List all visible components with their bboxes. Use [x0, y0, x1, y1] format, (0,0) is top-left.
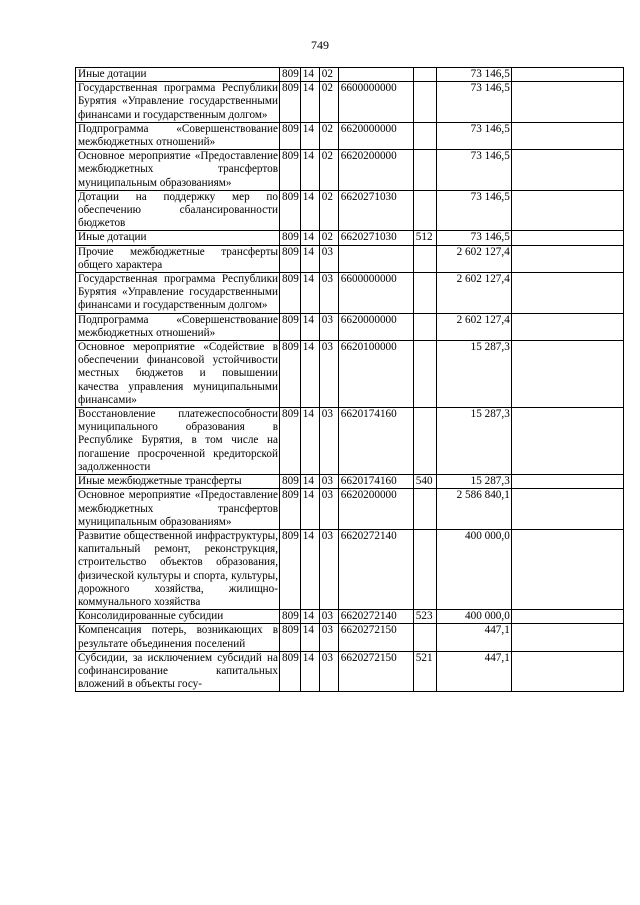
empty-cell — [511, 82, 623, 123]
subsection-code-cell: 03 — [319, 245, 338, 272]
empty-cell — [511, 529, 623, 609]
ministry-code-cell: 809 — [280, 150, 301, 191]
empty-cell — [511, 475, 623, 489]
table-row — [76, 341, 624, 408]
expense-type-cell — [413, 624, 436, 651]
expense-type-cell — [413, 489, 436, 530]
expense-type-cell — [413, 122, 436, 149]
amount-cell: 2 602 127,4 — [436, 273, 511, 314]
target-article-cell: 6620100000 — [338, 341, 413, 408]
target-article-cell: 6620272150 — [338, 624, 413, 651]
expense-name-cell: Подпрограмма «Совершенствование межбюджетных отношений» — [76, 122, 280, 149]
table-row — [76, 651, 624, 692]
target-article-cell: 6620271030 — [338, 231, 413, 245]
section-code-cell: 14 — [300, 68, 319, 82]
table-row — [76, 150, 624, 191]
target-article-cell: 6620174160 — [338, 475, 413, 489]
empty-cell — [511, 245, 623, 272]
ministry-code-cell: 809 — [280, 489, 301, 530]
ministry-code-cell: 809 — [280, 68, 301, 82]
expense-type-cell: 523 — [413, 610, 436, 624]
expense-type-cell — [413, 68, 436, 82]
ministry-code-cell: 809 — [280, 313, 301, 340]
amount-cell: 73 146,5 — [436, 68, 511, 82]
ministry-code-cell: 809 — [280, 475, 301, 489]
expense-name-cell: Субсидии, за исключением субсидий на софинансирование капитальных вложений в объекты госу- — [76, 651, 280, 692]
target-article-cell: 6620272140 — [338, 529, 413, 609]
table-row — [76, 489, 624, 530]
empty-cell — [511, 624, 623, 651]
expense-type-cell — [413, 408, 436, 475]
target-article-cell: 6620272150 — [338, 651, 413, 692]
expense-type-cell — [413, 341, 436, 408]
section-code-cell: 14 — [300, 150, 319, 191]
table-row — [76, 68, 624, 82]
subsection-code-cell: 02 — [319, 68, 338, 82]
expense-type-cell — [413, 190, 436, 231]
ministry-code-cell: 809 — [280, 341, 301, 408]
expense-name-cell: Прочие межбюджетные трансферты общего характера — [76, 245, 280, 272]
ministry-code-cell: 809 — [280, 245, 301, 272]
table-row — [76, 231, 624, 245]
table-row — [76, 82, 624, 123]
expense-name-cell: Государственная программа Республики Бурятия «Управление государственными финансами и государственным долгом» — [76, 273, 280, 314]
section-code-cell: 14 — [300, 651, 319, 692]
ministry-code-cell: 809 — [280, 82, 301, 123]
empty-cell — [511, 190, 623, 231]
subsection-code-cell: 02 — [319, 150, 338, 191]
section-code-cell: 14 — [300, 408, 319, 475]
expense-type-cell — [413, 245, 436, 272]
subsection-code-cell: 03 — [319, 408, 338, 475]
amount-cell: 2 586 840,1 — [436, 489, 511, 530]
ministry-code-cell: 809 — [280, 624, 301, 651]
expense-name-cell: Консолидированные субсидии — [76, 610, 280, 624]
subsection-code-cell: 02 — [319, 82, 338, 123]
table-row — [76, 245, 624, 272]
ministry-code-cell: 809 — [280, 122, 301, 149]
expense-name-cell: Подпрограмма «Совершенствование межбюджетных отношений» — [76, 313, 280, 340]
ministry-code-cell: 809 — [280, 651, 301, 692]
table-row — [76, 475, 624, 489]
expense-type-cell: 540 — [413, 475, 436, 489]
empty-cell — [511, 489, 623, 530]
subsection-code-cell: 03 — [319, 273, 338, 314]
subsection-code-cell: 03 — [319, 624, 338, 651]
amount-cell: 73 146,5 — [436, 122, 511, 149]
amount-cell: 15 287,3 — [436, 341, 511, 408]
target-article-cell: 6620200000 — [338, 489, 413, 530]
amount-cell: 73 146,5 — [436, 231, 511, 245]
ministry-code-cell: 809 — [280, 610, 301, 624]
empty-cell — [511, 610, 623, 624]
ministry-code-cell: 809 — [280, 408, 301, 475]
amount-cell: 400 000,0 — [436, 529, 511, 609]
expense-name-cell: Дотации на поддержку мер по обеспечению сбалансированности бюджетов — [76, 190, 280, 231]
ministry-code-cell: 809 — [280, 529, 301, 609]
target-article-cell: 6620272140 — [338, 610, 413, 624]
empty-cell — [511, 341, 623, 408]
subsection-code-cell: 03 — [319, 341, 338, 408]
table-row — [76, 273, 624, 314]
target-article-cell: 6620174160 — [338, 408, 413, 475]
ministry-code-cell: 809 — [280, 273, 301, 314]
expense-type-cell — [413, 150, 436, 191]
section-code-cell: 14 — [300, 475, 319, 489]
expense-type-cell — [413, 273, 436, 314]
expense-name-cell: Основное мероприятие «Содействие в обеспечении финансовой устойчивости местных бюджетов и повышении качества управления муниципальными финансами» — [76, 341, 280, 408]
amount-cell: 2 602 127,4 — [436, 313, 511, 340]
target-article-cell — [338, 245, 413, 272]
expense-type-cell — [413, 82, 436, 123]
subsection-code-cell: 03 — [319, 529, 338, 609]
expense-name-cell: Развитие общественной инфраструктуры, капитальный ремонт, реконструкция, строительство объектов образования, физической культуры и спорта, культуры, дорожного хозяйства, жилищно-коммунального хозяйства — [76, 529, 280, 609]
subsection-code-cell: 03 — [319, 313, 338, 340]
amount-cell: 2 602 127,4 — [436, 245, 511, 272]
expense-name-cell: Иные межбюджетные трансферты — [76, 475, 280, 489]
table-row — [76, 610, 624, 624]
ministry-code-cell: 809 — [280, 190, 301, 231]
empty-cell — [511, 68, 623, 82]
table-row — [76, 122, 624, 149]
expense-type-cell — [413, 313, 436, 340]
target-article-cell: 6620271030 — [338, 190, 413, 231]
empty-cell — [511, 231, 623, 245]
table-row — [76, 408, 624, 475]
target-article-cell — [338, 68, 413, 82]
expense-type-cell — [413, 529, 436, 609]
empty-cell — [511, 313, 623, 340]
section-code-cell: 14 — [300, 610, 319, 624]
amount-cell: 15 287,3 — [436, 408, 511, 475]
section-code-cell: 14 — [300, 341, 319, 408]
subsection-code-cell: 02 — [319, 231, 338, 245]
subsection-code-cell: 02 — [319, 190, 338, 231]
amount-cell: 447,1 — [436, 624, 511, 651]
section-code-cell: 14 — [300, 624, 319, 651]
target-article-cell: 6620200000 — [338, 150, 413, 191]
expense-name-cell: Государственная программа Республики Бурятия «Управление государственными финансами и государственным долгом» — [76, 82, 280, 123]
amount-cell: 15 287,3 — [436, 475, 511, 489]
amount-cell: 73 146,5 — [436, 82, 511, 123]
section-code-cell: 14 — [300, 122, 319, 149]
expense-name-cell: Компенсация потерь, возникающих в результате объединения поселений — [76, 624, 280, 651]
amount-cell: 447,1 — [436, 651, 511, 692]
expense-type-cell: 521 — [413, 651, 436, 692]
empty-cell — [511, 408, 623, 475]
expense-name-cell: Основное мероприятие «Предоставление межбюджетных трансфертов муниципальным образованиям» — [76, 150, 280, 191]
table-row — [76, 190, 624, 231]
subsection-code-cell: 03 — [319, 651, 338, 692]
expense-name-cell: Иные дотации — [76, 68, 280, 82]
empty-cell — [511, 651, 623, 692]
amount-cell: 73 146,5 — [436, 150, 511, 191]
page-number: 749 — [311, 38, 329, 52]
section-code-cell: 14 — [300, 245, 319, 272]
budget-table — [75, 67, 624, 692]
expense-name-cell: Иные дотации — [76, 231, 280, 245]
table-row — [76, 624, 624, 651]
empty-cell — [511, 122, 623, 149]
amount-cell: 400 000,0 — [436, 610, 511, 624]
expense-name-cell: Восстановление платежеспособности муниципального образования в Республике Бурятия, в том числе на погашение просроченной кредиторской задолженности — [76, 408, 280, 475]
table-row — [76, 529, 624, 609]
empty-cell — [511, 150, 623, 191]
subsection-code-cell: 03 — [319, 610, 338, 624]
target-article-cell: 6600000000 — [338, 82, 413, 123]
section-code-cell: 14 — [300, 313, 319, 340]
section-code-cell: 14 — [300, 489, 319, 530]
table-body — [76, 68, 624, 692]
section-code-cell: 14 — [300, 529, 319, 609]
section-code-cell: 14 — [300, 273, 319, 314]
table-row — [76, 313, 624, 340]
empty-cell — [511, 273, 623, 314]
expense-type-cell: 512 — [413, 231, 436, 245]
section-code-cell: 14 — [300, 190, 319, 231]
expense-name-cell: Основное мероприятие «Предоставление межбюджетных трансфертов муниципальным образованиям» — [76, 489, 280, 530]
target-article-cell: 6620000000 — [338, 313, 413, 340]
amount-cell: 73 146,5 — [436, 190, 511, 231]
section-code-cell: 14 — [300, 82, 319, 123]
section-code-cell: 14 — [300, 231, 319, 245]
target-article-cell: 6620000000 — [338, 122, 413, 149]
subsection-code-cell: 03 — [319, 489, 338, 530]
subsection-code-cell: 03 — [319, 475, 338, 489]
subsection-code-cell: 02 — [319, 122, 338, 149]
ministry-code-cell: 809 — [280, 231, 301, 245]
target-article-cell: 6600000000 — [338, 273, 413, 314]
